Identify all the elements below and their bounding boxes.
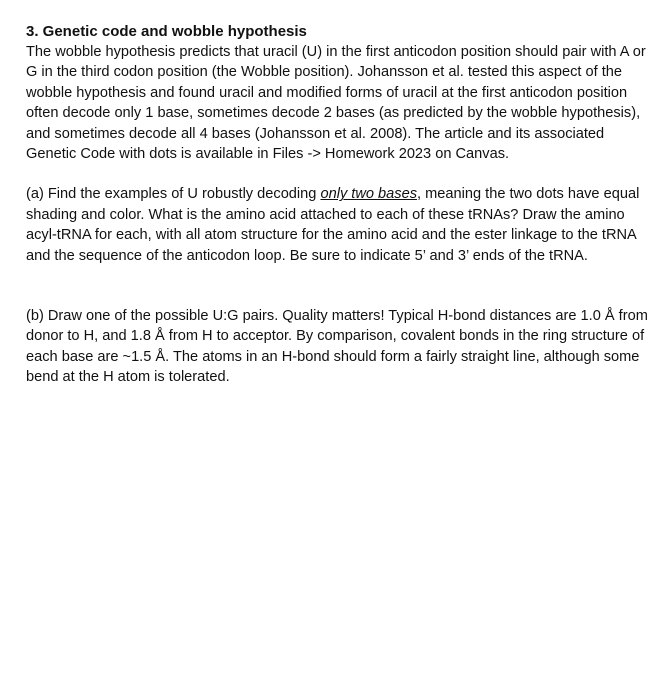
spacer	[26, 266, 648, 306]
question-b: (b) Draw one of the possible U:G pairs. Quality matters! Typical H-bond distances are 1.0 Å from donor to H, and 1.8 Å from H to acceptor. By comparison, covalent bonds in the ring structure of each base are ~1.5 Å. The atoms in an H-bond should form a fairly straight line, although some bend at the H atom is tolerated.	[26, 308, 648, 386]
question-a-emphasis: only two bases	[320, 186, 418, 203]
question-a-lead: (a) Find the examples of U robustly decoding	[26, 186, 321, 203]
intro-paragraph: The wobble hypothesis predicts that uracil (U) in the first anticodon position should pair with A or G in the third codon position (the Wobble position). Johansson et al. tested this aspect of the wobble hypothesis and found uracil and modified forms of uracil at the first anticodon position often decode only 1 base, sometimes decode 2 bases (as predicted by the wobble hypothesis), and sometimes decode all 4 bases (Johansson et al. 2008). The article and its associated Genetic Code with dots is available in Files -> Homework 2023 on Canvas.	[26, 44, 646, 163]
question-a-rest: , meaning the two dots have equal shading and color. What is the amino acid attached to each of these tRNAs? Draw the amino acyl-tRNA for each, with all atom structure for the amino acid and the ester linkage to the tRNA and the sequence of the anticodon loop. Be sure to indicate 5’ and 3’ ends of the tRNA.	[26, 186, 640, 264]
question-a	[26, 184, 648, 266]
section-title: 3. Genetic code and wobble hypothesis	[26, 23, 307, 40]
spacer	[26, 164, 648, 184]
